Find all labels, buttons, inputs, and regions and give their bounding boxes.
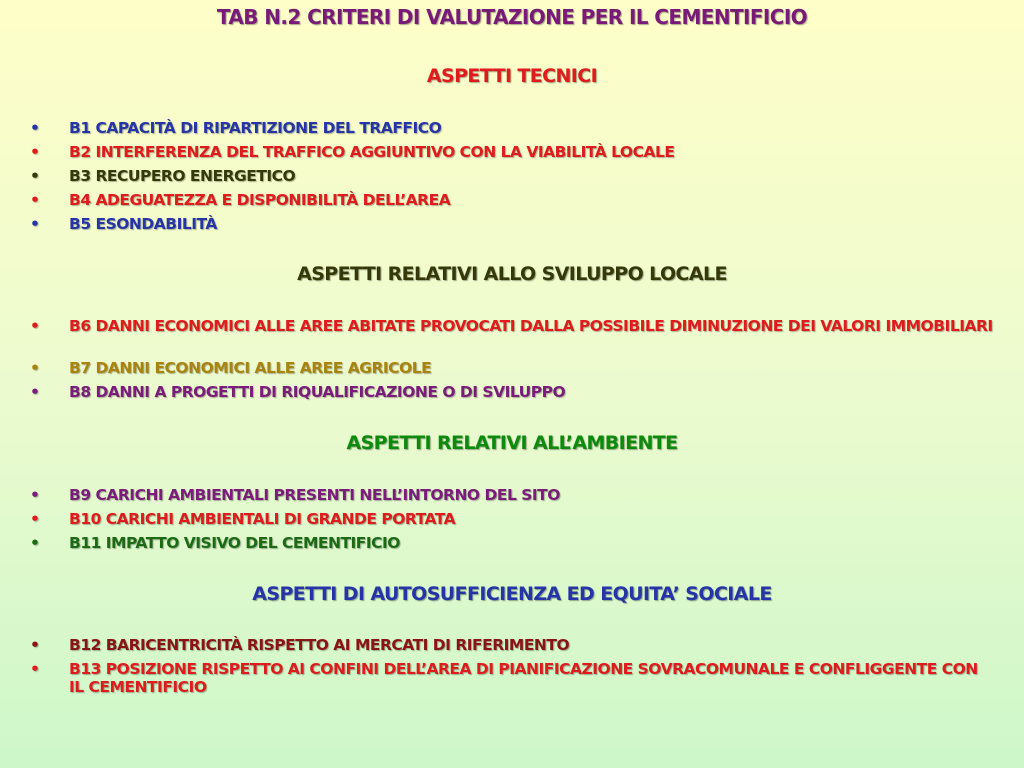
bullet-icon: • [30,191,40,209]
bullet-icon: • [30,215,40,233]
bullet-icon: • [30,317,40,335]
list-item-b11 [30,534,995,552]
bullet-icon: • [30,143,40,161]
section-heading-environment: ASPETTI RELATIVI ALL’AMBIENTE [346,432,678,454]
item-text: B6 DANNI ECONOMICI ALLE AREE ABITATE PROVOCATI DALLA POSSIBILE DIMINUZIONE DEI VALORI IMMOBILIARI [69,317,993,335]
bullet-icon: • [30,119,40,137]
section-heading-technical: ASPETTI TECNICI [426,65,598,87]
item-text: B8 DANNI A PROGETTI DI RIQUALIFICAZIONE O DI SVILUPPO [69,383,566,401]
list-item-b6 [30,317,995,335]
slide-title: TAB N.2 CRITERI DI VALUTAZIONE PER IL CEMENTIFICIO [216,5,808,29]
list-item-b4 [30,191,995,209]
bullet-icon: • [30,660,40,678]
bullet-icon: • [30,636,40,654]
bullet-icon: • [30,383,40,401]
item-text: B13 POSIZIONE RISPETTO AI CONFINI DELL’AREA DI PIANIFICAZIONE SOVRACOMUNALE E CONFLIGGENTE CON IL CEMENTIFICIO [69,660,978,696]
section-heading-local-development: ASPETTI RELATIVI ALLO SVILUPPO LOCALE [297,263,727,285]
item-text: B5 ESONDABILITÀ [69,215,217,233]
item-text: B3 RECUPERO ENERGETICO [69,167,296,185]
list-item-b8 [30,383,995,401]
item-text: B7 DANNI ECONOMICI ALLE AREE AGRICOLE [69,359,432,377]
list-item-b5 [30,215,995,233]
list-item-b1 [30,119,995,137]
item-text: B12 BARICENTRICITÀ RISPETTO AI MERCATI DI RIFERIMENTO [69,636,570,654]
item-text: B1 CAPACITÀ DI RIPARTIZIONE DEL TRAFFICO [69,119,442,137]
item-text: B9 CARICHI AMBIENTALI PRESENTI NELL’INTORNO DEL SITO [69,486,560,504]
list-item-b3 [30,167,995,185]
item-text: B2 INTERFERENZA DEL TRAFFICO AGGIUNTIVO CON LA VIABILITÀ LOCALE [69,143,675,161]
list-item-b2 [30,143,995,161]
list-item-b12 [30,636,995,654]
item-text: B11 IMPATTO VISIVO DEL CEMENTIFICIO [69,534,400,552]
bullet-icon: • [30,486,40,504]
item-text: B10 CARICHI AMBIENTALI DI GRANDE PORTATA [69,510,456,528]
bullet-icon: • [30,510,40,528]
bullet-icon: • [30,359,40,377]
bullet-icon: • [30,534,40,552]
item-text: B4 ADEGUATEZZA E DISPONIBILITÀ DELL’AREA [69,191,451,209]
list-item-b7 [30,359,995,377]
list-item-b10 [30,510,995,528]
bullet-icon: • [30,167,40,185]
list-item-b13 [30,660,995,696]
section-heading-self-sufficiency: ASPETTI DI AUTOSUFFICIENZA ED EQUITA’ SOCIALE [252,583,772,605]
list-item-b9 [30,486,995,504]
